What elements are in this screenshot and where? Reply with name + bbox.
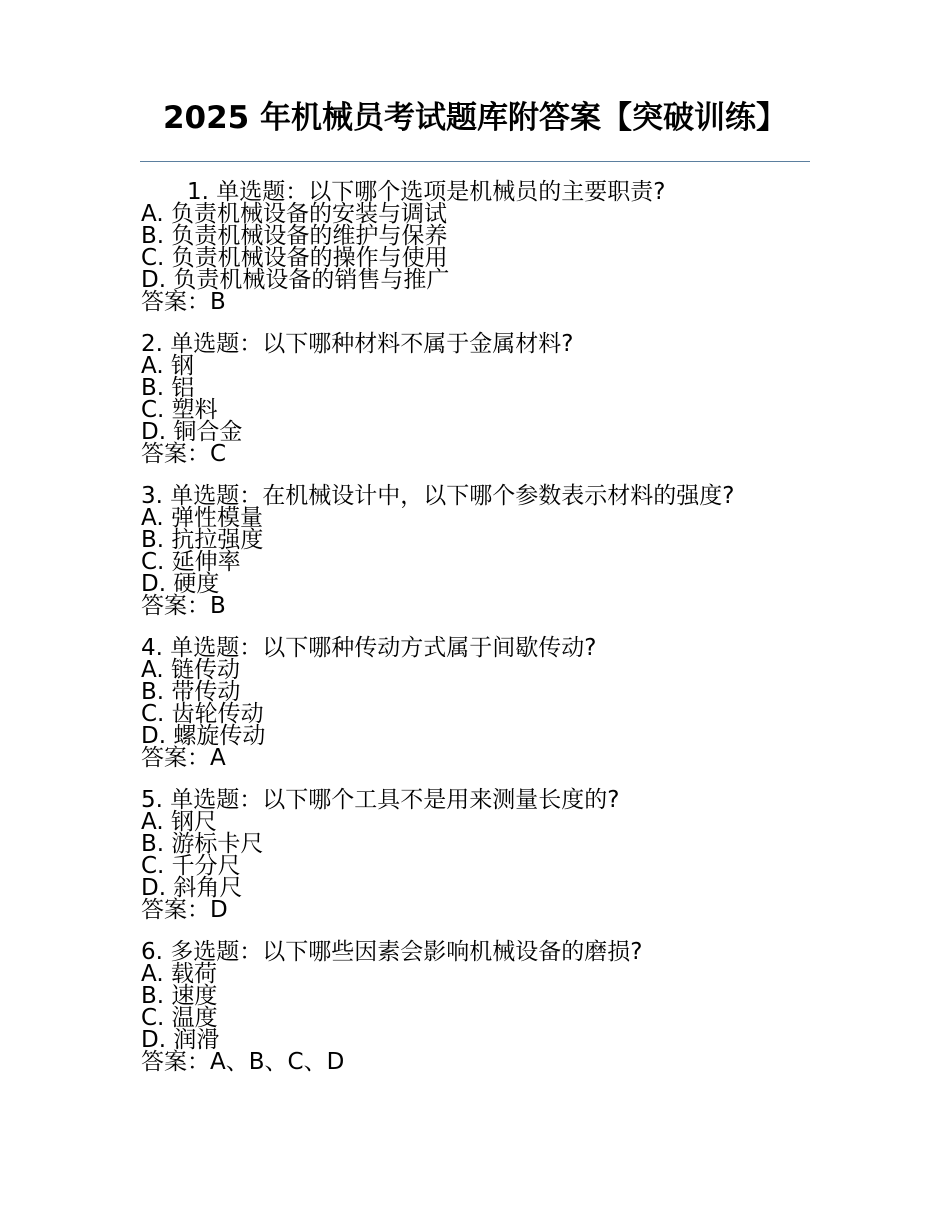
question-stem: 1. 单选题：以下哪个选项是机械员的主要职责? (187, 179, 666, 205)
option-a: A. 钢 (141, 353, 194, 379)
answer: 答案：D (141, 897, 228, 923)
answer: 答案：A (141, 745, 226, 771)
question-3 (141, 485, 821, 617)
option-b: B. 速度 (141, 983, 218, 1009)
question-stem: 2. 单选题：以下哪种材料不属于金属材料? (141, 331, 574, 357)
option-b: B. 负责机械设备的维护与保养 (141, 223, 448, 249)
option-a: A. 钢尺 (141, 809, 217, 835)
option-a: A. 负责机械设备的安装与调试 (141, 201, 447, 227)
option-b: B. 铝 (141, 375, 195, 401)
question-stem: 3. 单选题：在机械设计中，以下哪个参数表示材料的强度? (141, 483, 735, 509)
option-c: C. 延伸率 (141, 549, 241, 575)
option-c: C. 千分尺 (141, 853, 241, 879)
option-d: D. 斜角尺 (141, 875, 243, 901)
title-underline (140, 161, 810, 162)
option-d: D. 润滑 (141, 1027, 220, 1053)
question-list (141, 181, 821, 1093)
option-a: A. 弹性模量 (141, 505, 263, 531)
option-a: A. 链传动 (141, 657, 240, 683)
option-d: D. 铜合金 (141, 419, 243, 445)
question-6 (141, 941, 821, 1073)
answer: 答案：A、B、C、D (141, 1049, 345, 1075)
option-c: C. 塑料 (141, 397, 218, 423)
question-stem: 5. 单选题：以下哪个工具不是用来测量长度的? (141, 787, 620, 813)
option-b: B. 游标卡尺 (141, 831, 264, 857)
option-c: C. 负责机械设备的操作与使用 (141, 245, 448, 271)
answer: 答案：B (141, 289, 226, 315)
question-stem: 4. 单选题：以下哪种传动方式属于间歇传动? (141, 635, 597, 661)
question-4 (141, 637, 821, 769)
option-a: A. 载荷 (141, 961, 217, 987)
option-b: B. 抗拉强度 (141, 527, 264, 553)
question-1 (141, 181, 821, 313)
question-stem: 6. 多选题：以下哪些因素会影响机械设备的磨损? (141, 939, 643, 965)
question-5 (141, 789, 821, 921)
option-b: B. 带传动 (141, 679, 241, 705)
option-c: C. 温度 (141, 1005, 218, 1031)
option-d: D. 螺旋传动 (141, 723, 266, 749)
question-2 (141, 333, 821, 465)
option-c: C. 齿轮传动 (141, 701, 264, 727)
option-d: D. 负责机械设备的销售与推广 (141, 267, 450, 293)
document-title: 2025 年机械员考试题库附答案【突破训练】 (162, 100, 788, 136)
answer: 答案：B (141, 593, 226, 619)
option-d: D. 硬度 (141, 571, 220, 597)
answer: 答案：C (141, 441, 227, 467)
